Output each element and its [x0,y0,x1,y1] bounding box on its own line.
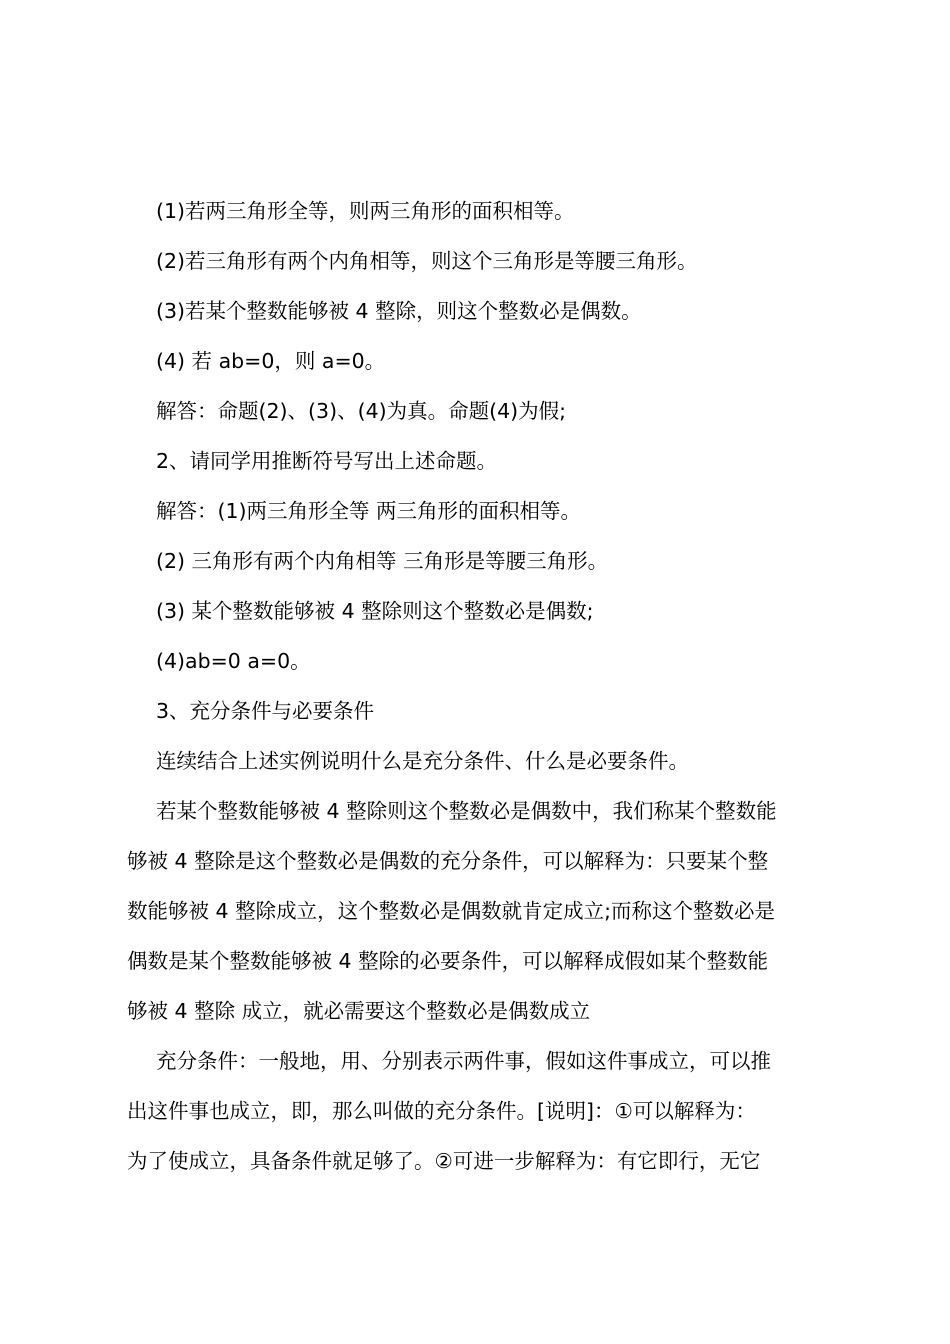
answer-1: 解答：命题(2)、(3)、(4)为真。命题(4)为假; [156,399,567,423]
answer-2-line-1: 解答：(1)两三角形全等 两三角形的面积相等。 [156,499,582,523]
paragraph-example [127,786,833,1036]
paragraph-definition-line: 充分条件：一般地，用、分别表示两件事，假如这件事成立，可以推 [156,1049,771,1073]
paragraph-definition [127,1036,833,1186]
paragraph-example-line: 偶数是某个整数能够被 4 整除的必要条件，可以解释成假如某个整数能 [127,949,769,973]
answer-2-line-4: (4)ab=0 a=0。 [156,649,311,673]
proposition-1: (1)若两三角形全等，则两三角形的面积相等。 [156,199,575,223]
section-heading-3: 3、充分条件与必要条件 [156,699,375,723]
section-intro: 连续结合上述实例说明什么是充分条件、什么是必要条件。 [156,749,689,773]
answer-2-line-3: (3) 某个整数能够被 4 整除则这个整数必是偶数; [156,599,594,623]
paragraph-example-line: 够被 4 整除是这个整数必是偶数的充分条件，可以解释为：只要某个整 [127,849,769,873]
proposition-4: (4) 若 ab=0，则 a=0。 [156,349,386,373]
paragraph-example-line: 够被 4 整除 成立，就必需要这个整数必是偶数成立 [127,999,591,1023]
paragraph-example-line: 若某个整数能够被 4 整除则这个整数必是偶数中，我们称某个整数能 [156,799,777,823]
proposition-3: (3)若某个整数能够被 4 整除，则这个整数必是偶数。 [156,299,642,323]
paragraph-example-line: 数能够被 4 整除成立，这个整数必是偶数就肯定成立;而称这个整数必是 [127,899,775,923]
proposition-2: (2)若三角形有两个内角相等，则这个三角形是等腰三角形。 [156,249,698,273]
paragraph-definition-line: 为了使成立，具备条件就足够了。②可进一步解释为：有它即行，无它 [127,1149,761,1173]
document-content [127,186,833,1186]
question-2: 2、请同学用推断符号写出上述命题。 [156,449,498,473]
paragraph-definition-line: 出这件事也成立，即，那么叫做的充分条件。[说明]：①可以解释为： [127,1099,756,1123]
answer-2-line-2: (2) 三角形有两个内角相等 三角形是等腰三角形。 [156,549,609,573]
